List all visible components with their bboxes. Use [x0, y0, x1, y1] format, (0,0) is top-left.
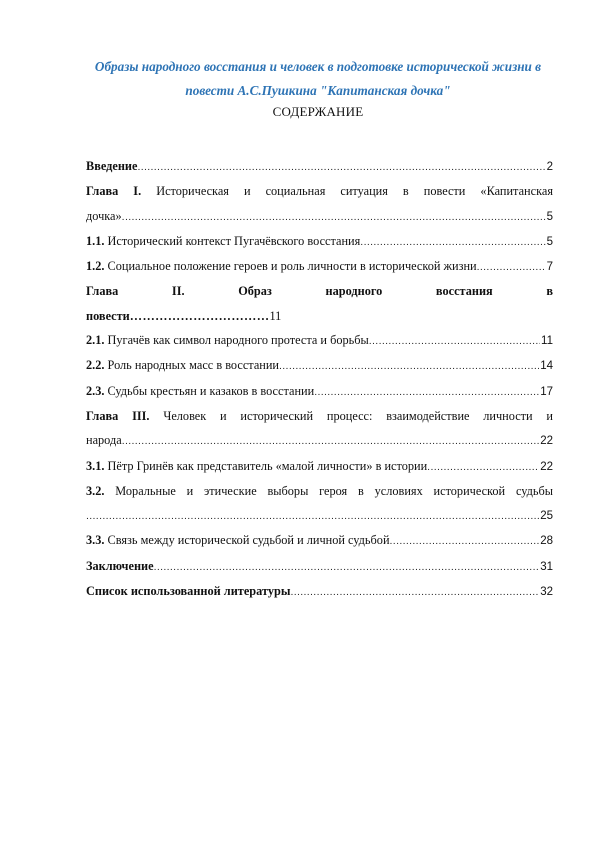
toc-ch3-text: Человек и исторический процесс: взаимодействие личности и [163, 408, 554, 423]
dot-leader [279, 353, 539, 378]
toc-section-number: 3.2. [86, 483, 105, 498]
dot-leader [290, 579, 539, 604]
toc-section-text: Моральные и этические выборы героя в условиях исторической судьбы [115, 483, 553, 498]
dot-leader [427, 454, 539, 479]
toc-ch3-text-cont: народа [86, 433, 122, 448]
dot-leader [137, 154, 545, 179]
toc-section-number: 2.1. [86, 333, 105, 348]
toc-page-number: 22 [540, 460, 553, 473]
toc-ch3-line1 [86, 404, 553, 428]
toc-intro-label: Введение [86, 159, 138, 173]
toc-entry-1-1[interactable] [86, 229, 553, 254]
toc-entry-3-3[interactable] [86, 528, 553, 553]
dot-leader: …………………………… [129, 308, 270, 323]
dot-leader [86, 503, 539, 528]
toc-ch1-text: Историческая и социальная ситуация в повести «Капитанская [156, 184, 553, 199]
toc-entry-2-2[interactable] [86, 353, 553, 378]
dot-leader [154, 554, 540, 579]
toc-page-number: 5 [546, 210, 553, 223]
dot-leader [314, 379, 539, 404]
toc-section-number: 3.1. [86, 458, 105, 473]
toc-section-number: 2.2. [86, 358, 105, 373]
toc-ch1-text-cont: дочка» [86, 208, 122, 223]
toc-section-text: Судьбы крестьян и казаков в восстании [107, 383, 315, 398]
toc-entry-chapter-1[interactable] [86, 179, 553, 229]
toc-section-text: Социальное положение героев и роль личности в исторической жизни [107, 259, 477, 274]
toc-page-number: 22 [540, 435, 553, 448]
dot-leader [122, 428, 540, 453]
toc-ch2-word: II. [171, 284, 185, 299]
dot-leader [477, 254, 546, 279]
toc-ch3-prefix: Глава III. [86, 408, 150, 423]
toc-ch2-word: в [546, 284, 553, 299]
toc-section-text: Исторический контекст Пугачёвского восстания [107, 233, 361, 248]
toc-ch2-word: Глава [86, 284, 119, 299]
toc-section-number: 1.1. [86, 233, 105, 248]
toc-page-number: 11 [541, 335, 553, 348]
toc-section-text: Пётр Гринёв как представитель «малой личности» в истории [107, 458, 428, 473]
toc-entry-chapter-2[interactable] [86, 279, 553, 328]
dot-leader [360, 229, 545, 254]
toc-entry-3-2[interactable] [86, 479, 553, 529]
toc-page-number: 31 [540, 560, 553, 573]
toc-page-number: 25 [540, 510, 553, 523]
toc-section-text: Роль народных масс в восстании [107, 358, 280, 373]
toc-page-number: 7 [546, 261, 553, 274]
toc-section-number: 2.3. [86, 383, 105, 398]
toc-page-number: 28 [540, 535, 553, 548]
toc-ch2-word: восстания [435, 284, 493, 299]
dot-leader [122, 204, 546, 229]
toc-page-number: 5 [546, 235, 553, 248]
toc-conclusion-label: Заключение [86, 558, 154, 573]
toc-page-number: 14 [540, 360, 553, 373]
toc-references-label: Список использованной литературы [86, 584, 291, 599]
toc-entry-2-3[interactable] [86, 379, 553, 404]
toc-ch1-line1 [86, 179, 553, 203]
toc-section-number: 3.3. [86, 533, 105, 548]
toc-entry-intro[interactable] [86, 154, 553, 179]
dot-leader [369, 328, 540, 353]
toc-entry-1-2[interactable] [86, 254, 553, 279]
toc-section-text: Пугачёв как символ народного протеста и борьбы [107, 333, 369, 348]
toc-3-2-line1 [86, 479, 553, 503]
toc-entry-3-1[interactable] [86, 454, 553, 479]
toc-ch2-word: Образ [238, 284, 272, 299]
toc-entry-2-1[interactable] [86, 328, 553, 353]
toc-page-number: 2 [546, 161, 553, 173]
toc-page-number: 32 [540, 586, 553, 599]
toc-section-text: Связь между исторической судьбой и личной судьбой [107, 533, 390, 548]
dot-leader [390, 528, 540, 553]
toc-ch2-text-cont: повести [86, 308, 130, 323]
document-title: Образы народного восстания и человек в подготовке исторической жизни в повести А.С.Пушкина "Капитанская дочка" [94, 59, 542, 98]
toc-entry-conclusion[interactable] [86, 554, 553, 579]
toc-entry-chapter-3[interactable] [86, 404, 553, 454]
contents-heading: СОДЕРЖАНИЕ [272, 104, 364, 119]
toc-entry-references[interactable] [86, 579, 553, 604]
toc-page-number: 17 [540, 385, 553, 398]
toc-page-number: 11 [269, 308, 282, 323]
toc-ch2-line1 [86, 279, 553, 303]
toc-ch2-word: народного [325, 284, 383, 299]
table-of-contents [86, 154, 553, 604]
toc-section-number: 1.2. [86, 259, 105, 274]
toc-ch1-prefix: Глава I. [86, 184, 142, 199]
